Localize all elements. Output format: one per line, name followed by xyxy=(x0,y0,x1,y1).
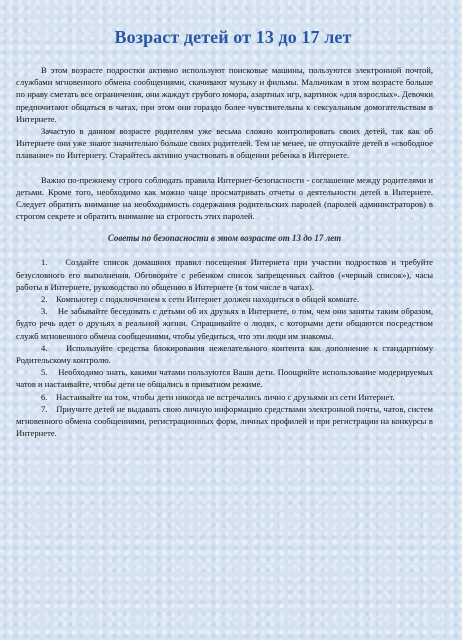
paragraph-rules: Важно по-прежнему строго соблюдать правила Интернет-безопасности - соглашение между родителями и детьми. Кроме того, необходимо как можно чаще просматривать отчеты о деятельности детей в Интернете. Следует обратить внимание на необходимость содержания родительских паролей (паролей администраторов) в строгом секрете и обратить внимание на строгость этих паролей. xyxy=(16,174,433,222)
paragraph-intro: В этом возрасте подростки активно используют поисковые машины, пользуются электронной почтой, службами мгновенного обмена сообщениями, скачивают музыку и фильмы. Мальчикам в этом возрасте больше по нраву сметать все ограничения, они жаждут грубого юмора, азартных игр, картинок «для взрослых». Девочки предпочитают общаться в чатах, при этом они гораздо более чувствительны к сексуальным домогательствам в Интернете. xyxy=(16,65,433,124)
section-subtitle: Советы по безопасности в этом возрасте от 13 до 17 лет xyxy=(107,233,342,244)
paragraph-gap xyxy=(16,162,433,174)
tip-item: 4. Используйте средства блокирования нежелательного контента как дополнение к стандартному Родительскому контролю. xyxy=(16,342,433,366)
page-title: Возраст детей от 13 до 17 лет xyxy=(114,27,352,47)
tip-item: 1. Создайте список домашних правил посещения Интернета при участии подростков и требуйте безусловного его выполнения. Обговорите с ребенком список запрещенных сайтов («черный список»), часы работы в Интернете, руководство по общению в Интернете (в том числе в чатах). xyxy=(16,257,433,292)
tips-list xyxy=(16,256,433,439)
paragraph-control: Зачастую в данном возрасте родителям уже весьма сложно контролировать своих детей, так как об Интернете они уже знают значительно больше своих родителей. Тем не менее, не отпускайте детей в «свободное плавание» по Интернету. Старайтесь активно участвовать в общении ребенка в Интернете. xyxy=(16,126,433,161)
document-body xyxy=(16,64,433,439)
tip-item: 3. Не забывайте беседовать с детьми об их друзьях в Интернете, о том, чем они заняты таким образом, будто речь идет о друзьях в реальной жизни. Спрашивайте о людях, с которыми дети общаются посредством служб мгновенного обмена сообщениями, чтобы убедиться, что эти люди им знакомы. xyxy=(16,306,433,341)
tip-item: 5. Необходимо знать, какими чатами пользуются Ваши дети. Поощряйте использование модерируемых чатов и настаивайте, чтобы дети не общались в приватном режиме. xyxy=(16,367,433,390)
tip-item: 6. Настаивайте на том, чтобы дети никогда не встречались лично с друзьями из сети Интернет. xyxy=(41,391,395,402)
tip-item: 7. Приучите детей не выдавать свою личную информацию средствами электронной почты, чатов, систем мгновенного обмена сообщениями, регистрационных форм, личных профилей и при регистрации на конкурсы в Интернете. xyxy=(16,403,433,439)
tip-item: 2. Компьютер с подключением к сети Интернет должен находиться в общей комнате. xyxy=(41,294,360,305)
